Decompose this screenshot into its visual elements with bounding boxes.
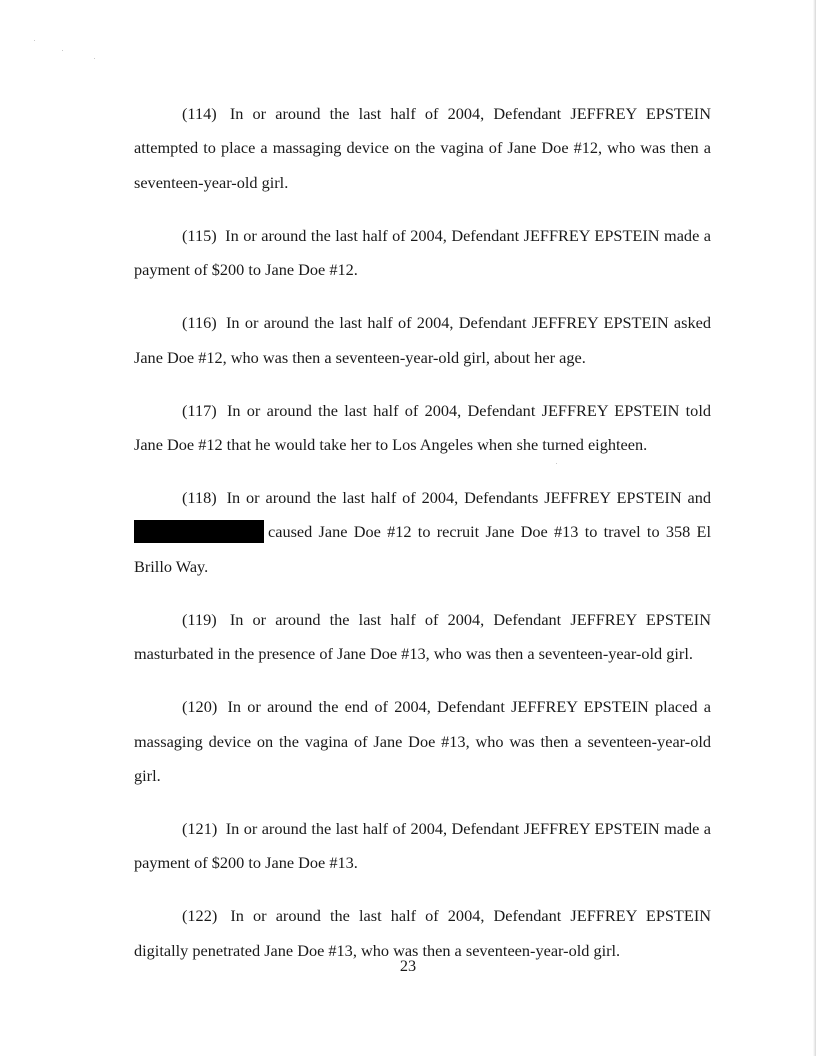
document-body: [134, 97, 711, 968]
paragraph-118: [134, 481, 711, 584]
paragraph-text: In or around the last half of 2004, Defendant JEFFREY EPSTEIN told Jane Doe #12 that he would take her to Los Angeles when she turned eighteen.: [134, 400, 711, 455]
scan-speck: [62, 50, 63, 51]
paragraph-number: (121): [182, 819, 218, 839]
paragraph-text: In or around the last half of 2004, Defendant JEFFREY EPSTEIN made a payment of $200 to Jane Doe #13.: [134, 819, 711, 873]
paragraph-number: (119): [182, 609, 217, 629]
paragraph-number: (118): [182, 488, 217, 508]
page-number: 23: [399, 956, 417, 975]
paragraph-text-continued: caused Jane Doe #12 to recruit Jane Doe #13 to travel to 358 El Brillo Way.: [134, 522, 711, 576]
paragraph-number: (120): [182, 697, 218, 717]
paragraph-115: [134, 219, 711, 288]
paragraph-120: [134, 690, 711, 793]
paragraph-119: [134, 603, 711, 672]
paragraph-text: In or around the end of 2004, Defendant JEFFREY EPSTEIN placed a massaging device on the vagina of Jane Doe #13, who was then a seventeen-year-old girl.: [134, 697, 711, 786]
paragraph-117: [134, 394, 711, 463]
paragraph-number: (115): [182, 225, 217, 245]
paragraph-114: [134, 97, 711, 200]
paragraph-text: In or around the last half of 2004, Defendant JEFFREY EPSTEIN made a payment of $200 to Jane Doe #12.: [134, 225, 711, 280]
paragraph-text: In or around the last half of 2004, Defendant JEFFREY EPSTEIN digitally penetrated Jane Doe #13, who was then a seventeen-year-old girl.: [134, 906, 711, 960]
paragraph-text: In or around the last half of 2004, Defendants JEFFREY EPSTEIN and: [226, 488, 711, 508]
paragraph-number: (122): [182, 906, 218, 926]
paragraph-number: (114): [182, 104, 217, 123]
scan-speck: [94, 58, 95, 59]
paragraph-text: In or around the last half of 2004, Defendant JEFFREY EPSTEIN asked Jane Doe #12, who was then a seventeen-year-old girl, about her age.: [134, 313, 711, 367]
paragraph-121: [134, 812, 711, 881]
scan-speck: [34, 40, 35, 41]
paragraph-number: (116): [182, 313, 217, 333]
paragraph-116: [134, 306, 711, 375]
paragraph-text: In or around the last half of 2004, Defendant JEFFREY EPSTEIN attempted to place a massaging device on the vagina of Jane Doe #12, who was then a seventeen-year-old girl.: [134, 104, 711, 192]
redaction-block: [134, 520, 264, 543]
paragraph-number: (117): [182, 400, 217, 420]
paragraph-text: In or around the last half of 2004, Defendant JEFFREY EPSTEIN masturbated in the presence of Jane Doe #13, who was then a seventeen-year-old girl.: [134, 609, 711, 664]
